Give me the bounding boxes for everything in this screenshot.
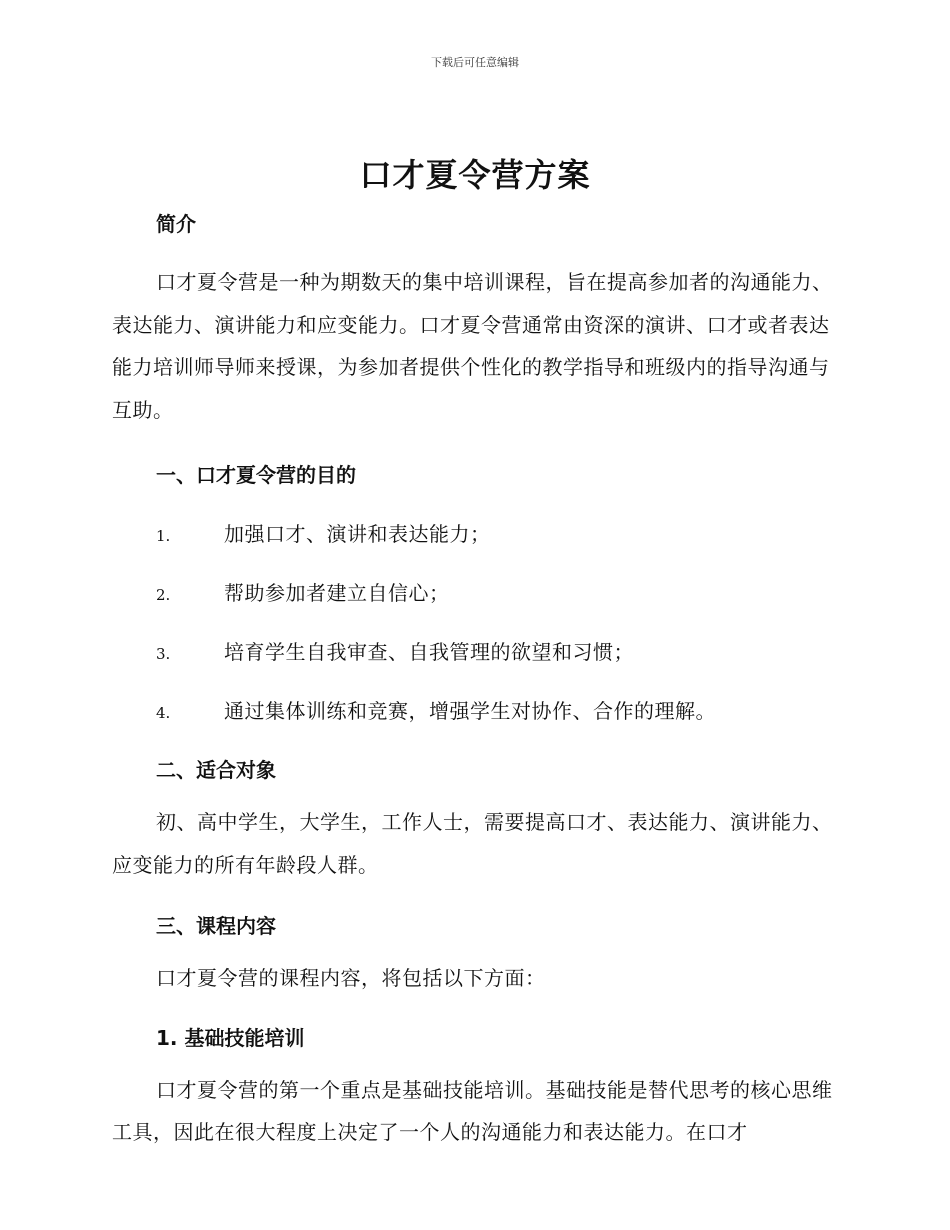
goal-heading: 一、口才夏令营的目的	[156, 463, 356, 487]
goal-number: 2.	[156, 586, 171, 604]
course-sub1-heading: 1. 基础技能培训	[156, 1025, 305, 1050]
goal-list-item	[112, 695, 834, 724]
goal-list-item	[112, 577, 834, 606]
goal-number: 1.	[156, 527, 171, 545]
goal-text: 通过集体训练和竞赛，增强学生对协作、合作的理解。	[224, 699, 716, 723]
document-body	[112, 200, 834, 1154]
audience-heading: 二、适合对象	[156, 758, 276, 782]
goal-list-item	[112, 518, 834, 547]
audience-paragraph: 初、高中学生，大学生，工作人士，需要提高口才、表达能力、演讲能力、应变能力的所有年龄段人群。	[112, 810, 833, 877]
document-title: 口才夏令营方案	[359, 156, 591, 194]
intro-heading: 简介	[156, 212, 196, 236]
goal-number: 3.	[156, 645, 171, 663]
page-header: 下载后可任意编辑	[431, 56, 519, 69]
goal-text: 帮助参加者建立自信心；	[224, 581, 450, 605]
goal-list-item	[112, 636, 834, 665]
goal-text: 加强口才、演讲和表达能力；	[224, 522, 491, 546]
course-sub1-paragraph: 口才夏令营的第一个重点是基础技能培训。基础技能是替代思考的核心思维工具，因此在很大程度上决定了一个人的沟通能力和表达能力。在口才	[112, 1077, 833, 1144]
course-heading: 三、课程内容	[156, 914, 276, 938]
course-intro-paragraph: 口才夏令营的课程内容，将包括以下方面：	[156, 966, 546, 990]
intro-paragraph: 口才夏令营是一种为期数天的集中培训课程，旨在提高参加者的沟通能力、表达能力、演讲能力和应变能力。口才夏令营通常由资深的演讲、口才或者表达能力培训师导师来授课，为参加者提供个性化的教学指导和班级内的指导沟通与互助。	[112, 270, 833, 422]
goal-number: 4.	[156, 704, 171, 722]
goal-text: 培育学生自我审查、自我管理的欲望和习惯；	[224, 640, 634, 664]
